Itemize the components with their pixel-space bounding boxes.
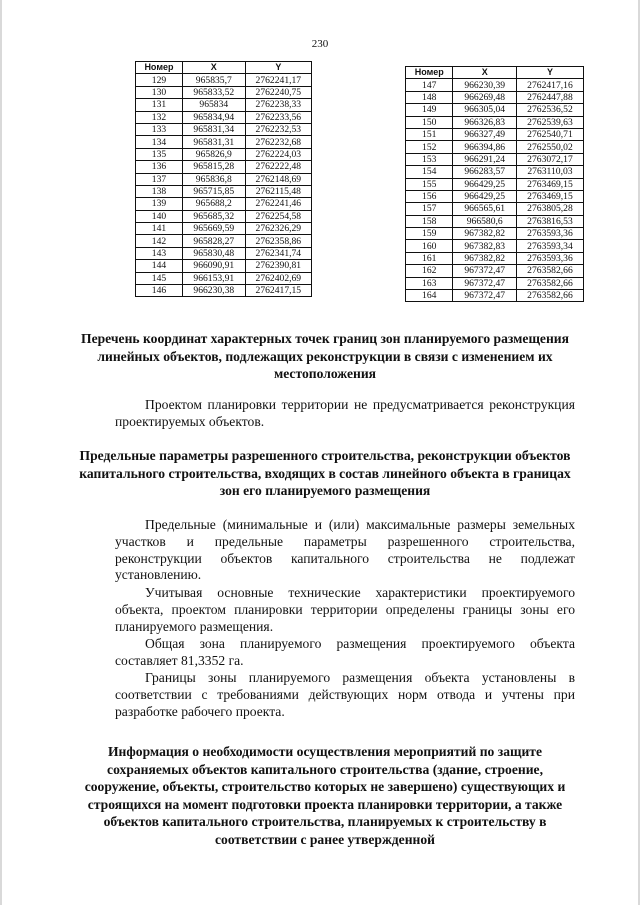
cell-y: 2763469,15 xyxy=(516,178,583,190)
cell-x: 965836,8 xyxy=(182,173,245,185)
cell-y: 2762326,29 xyxy=(245,223,311,235)
table-row xyxy=(136,74,312,86)
table-row xyxy=(406,116,584,128)
cell-x: 965830,48 xyxy=(182,247,245,259)
cell-number: 144 xyxy=(136,260,183,272)
cell-x: 966429,25 xyxy=(453,178,516,190)
table-row xyxy=(136,210,312,222)
cell-number: 162 xyxy=(406,265,453,277)
cell-y: 2762417,15 xyxy=(245,285,311,297)
table-row xyxy=(136,148,312,160)
cell-number: 149 xyxy=(406,104,453,116)
table-row xyxy=(406,190,584,202)
page-edge-left xyxy=(0,0,2,905)
table-row xyxy=(406,240,584,252)
table-row xyxy=(406,277,584,289)
table-row xyxy=(406,166,584,178)
cell-number: 141 xyxy=(136,223,183,235)
cell-x: 965688,2 xyxy=(182,198,245,210)
paragraph-characteristics xyxy=(115,585,575,635)
cell-x: 965833,52 xyxy=(182,86,245,98)
section-heading-protection: Информация о необходимости осуществления мероприятий по защите сохраняемых объектов капитального строительства (здание, строение, сооружение, объекты, строительство которых не завершено) существующих и строящихся на момент подготовки проекта планировки территории, а также объектов капитального строительства, планируемых к строительству в соответствии с ранее утвержденной xyxy=(84,744,566,847)
cell-number: 154 xyxy=(406,166,453,178)
cell-number: 160 xyxy=(406,240,453,252)
cell-x: 965685,32 xyxy=(182,210,245,222)
header-y: Y xyxy=(245,62,311,74)
cell-y: 2762254,58 xyxy=(245,210,311,222)
cell-y: 2762222,48 xyxy=(245,161,311,173)
table-row xyxy=(136,247,312,259)
cell-y: 2762148,69 xyxy=(245,173,311,185)
cell-x: 965826,9 xyxy=(182,148,245,160)
cell-x: 966429,25 xyxy=(453,190,516,202)
cell-y: 2762115,48 xyxy=(245,185,311,197)
page-number: 230 xyxy=(311,38,329,50)
table-row xyxy=(406,252,584,264)
cell-x: 967382,82 xyxy=(453,228,516,240)
section-heading-parameters: Предельные параметры разрешенного строительства, реконструкции объектов капитального строительства, входящих в состав линейного объекта в границах зон его планируемого размещения xyxy=(79,448,571,498)
cell-y: 2762417,16 xyxy=(516,79,583,91)
table-row xyxy=(406,153,584,165)
table-row xyxy=(136,99,312,111)
cell-x: 966269,48 xyxy=(453,91,516,103)
paragraph-text: Границы зоны планируемого размещения объекта установлены в соответствии с требованиями действующих норм отвода и учтены при разработке рабочего проекта. xyxy=(115,670,575,719)
cell-y: 2762550,02 xyxy=(516,141,583,153)
cell-number: 140 xyxy=(136,210,183,222)
cell-x: 965831,34 xyxy=(182,123,245,135)
cell-x: 966090,91 xyxy=(182,260,245,272)
cell-number: 143 xyxy=(136,247,183,259)
cell-y: 2763469,15 xyxy=(516,190,583,202)
cell-number: 158 xyxy=(406,215,453,227)
cell-number: 129 xyxy=(136,74,183,86)
cell-number: 133 xyxy=(136,123,183,135)
cell-x: 966153,91 xyxy=(182,272,245,284)
cell-number: 156 xyxy=(406,190,453,202)
cell-x: 966283,57 xyxy=(453,166,516,178)
cell-number: 147 xyxy=(406,79,453,91)
cell-x: 967372,47 xyxy=(453,265,516,277)
cell-x: 966565,61 xyxy=(453,203,516,215)
cell-x: 967382,83 xyxy=(453,240,516,252)
table-row xyxy=(136,86,312,98)
cell-x: 966580,6 xyxy=(453,215,516,227)
paragraph-reconstruction xyxy=(115,397,575,431)
cell-number: 155 xyxy=(406,178,453,190)
header-x: X xyxy=(182,62,245,74)
table-row xyxy=(406,91,584,103)
cell-number: 145 xyxy=(136,272,183,284)
table-row xyxy=(406,104,584,116)
cell-x: 965669,59 xyxy=(182,223,245,235)
cell-x: 965834 xyxy=(182,99,245,111)
cell-y: 2762224,03 xyxy=(245,148,311,160)
cell-y: 2762390,81 xyxy=(245,260,311,272)
table-row xyxy=(136,223,312,235)
paragraph-limit-sizes xyxy=(115,517,575,584)
table-row xyxy=(136,260,312,272)
paragraph-text: Общая зона планируемого размещения проектируемого объекта составляет 81,3352 га. xyxy=(115,636,575,668)
table-row xyxy=(406,228,584,240)
cell-number: 136 xyxy=(136,161,183,173)
cell-x: 965834,94 xyxy=(182,111,245,123)
cell-y: 2762447,88 xyxy=(516,91,583,103)
cell-x: 965715,85 xyxy=(182,185,245,197)
table-row xyxy=(406,203,584,215)
coordinates-table-right xyxy=(405,66,584,302)
header-y: Y xyxy=(516,67,583,79)
table-row xyxy=(136,161,312,173)
cell-number: 137 xyxy=(136,173,183,185)
cell-y: 2762238,33 xyxy=(245,99,311,111)
cell-x: 966394,86 xyxy=(453,141,516,153)
cell-number: 152 xyxy=(406,141,453,153)
table-row xyxy=(136,173,312,185)
cell-y: 2762358,86 xyxy=(245,235,311,247)
cell-number: 159 xyxy=(406,228,453,240)
header-x: X xyxy=(453,67,516,79)
cell-x: 966230,39 xyxy=(453,79,516,91)
cell-y: 2762341,74 xyxy=(245,247,311,259)
cell-number: 135 xyxy=(136,148,183,160)
cell-y: 2762233,56 xyxy=(245,111,311,123)
table-row xyxy=(136,272,312,284)
table-row xyxy=(406,290,584,302)
table-row xyxy=(406,178,584,190)
table-row xyxy=(406,141,584,153)
cell-x: 966327,49 xyxy=(453,128,516,140)
cell-x: 965828,27 xyxy=(182,235,245,247)
cell-y: 2763582,66 xyxy=(516,277,583,289)
cell-x: 967372,47 xyxy=(453,290,516,302)
cell-y: 2763805,28 xyxy=(516,203,583,215)
paragraph-text: Проектом планировки территории не предусматривается реконструкция проектируемых объектов. xyxy=(115,397,575,429)
cell-number: 131 xyxy=(136,99,183,111)
cell-number: 132 xyxy=(136,111,183,123)
paragraph-total-area xyxy=(115,636,575,670)
cell-number: 151 xyxy=(406,128,453,140)
cell-x: 965835,7 xyxy=(182,74,245,86)
cell-y: 2763582,66 xyxy=(516,265,583,277)
cell-y: 2762232,68 xyxy=(245,136,311,148)
paragraph-text: Предельные (минимальные и (или) максимальные размеры земельных участков и предельные параметры разрешенного строительства, реконструкции объектов капитального строительства не подлежат установлению. xyxy=(115,517,575,583)
cell-number: 130 xyxy=(136,86,183,98)
header-number: Номер xyxy=(136,62,183,74)
cell-y: 2762540,71 xyxy=(516,128,583,140)
cell-number: 142 xyxy=(136,235,183,247)
cell-y: 2762539,63 xyxy=(516,116,583,128)
table-row xyxy=(406,79,584,91)
table-header-row xyxy=(406,67,584,79)
cell-y: 2763593,34 xyxy=(516,240,583,252)
cell-x: 967372,47 xyxy=(453,277,516,289)
cell-number: 157 xyxy=(406,203,453,215)
cell-x: 965815,28 xyxy=(182,161,245,173)
table-row xyxy=(406,128,584,140)
cell-number: 148 xyxy=(406,91,453,103)
table-row xyxy=(406,215,584,227)
cell-x: 966326,83 xyxy=(453,116,516,128)
cell-y: 2762241,46 xyxy=(245,198,311,210)
cell-x: 966305,04 xyxy=(453,104,516,116)
cell-y: 2762402,69 xyxy=(245,272,311,284)
table-row xyxy=(136,235,312,247)
table-row xyxy=(136,136,312,148)
cell-y: 2762240,75 xyxy=(245,86,311,98)
header-number: Номер xyxy=(406,67,453,79)
cell-number: 134 xyxy=(136,136,183,148)
cell-x: 967382,82 xyxy=(453,252,516,264)
cell-x: 966230,38 xyxy=(182,285,245,297)
cell-y: 2763816,53 xyxy=(516,215,583,227)
paragraph-text: Учитывая основные технические характеристики проектируемого объекта, проектом планировки территории определены границы зоны его планируемого размещения. xyxy=(115,585,575,634)
cell-y: 2763593,36 xyxy=(516,252,583,264)
cell-number: 161 xyxy=(406,252,453,264)
paragraph-boundaries xyxy=(115,670,575,720)
table-row xyxy=(136,111,312,123)
cell-number: 138 xyxy=(136,185,183,197)
cell-x: 966291,24 xyxy=(453,153,516,165)
cell-y: 2763593,36 xyxy=(516,228,583,240)
table-row xyxy=(406,265,584,277)
table-header-row xyxy=(136,62,312,74)
cell-x: 965831,31 xyxy=(182,136,245,148)
cell-y: 2763072,17 xyxy=(516,153,583,165)
cell-y: 2763110,03 xyxy=(516,166,583,178)
cell-number: 153 xyxy=(406,153,453,165)
section-heading-coordinates: Перечень координат характерных точек границ зон планируемого размещения линейных объектов, подлежащих реконструкции в связи с изменением их местоположения xyxy=(81,331,569,381)
table-row xyxy=(136,185,312,197)
cell-number: 150 xyxy=(406,116,453,128)
table-row xyxy=(136,285,312,297)
cell-y: 2762232,53 xyxy=(245,123,311,135)
cell-number: 139 xyxy=(136,198,183,210)
table-row xyxy=(136,198,312,210)
cell-number: 146 xyxy=(136,285,183,297)
cell-number: 164 xyxy=(406,290,453,302)
cell-y: 2762241,17 xyxy=(245,74,311,86)
cell-number: 163 xyxy=(406,277,453,289)
cell-y: 2762536,52 xyxy=(516,104,583,116)
cell-y: 2763582,66 xyxy=(516,290,583,302)
table-row xyxy=(136,123,312,135)
coordinates-table-left xyxy=(135,61,312,297)
